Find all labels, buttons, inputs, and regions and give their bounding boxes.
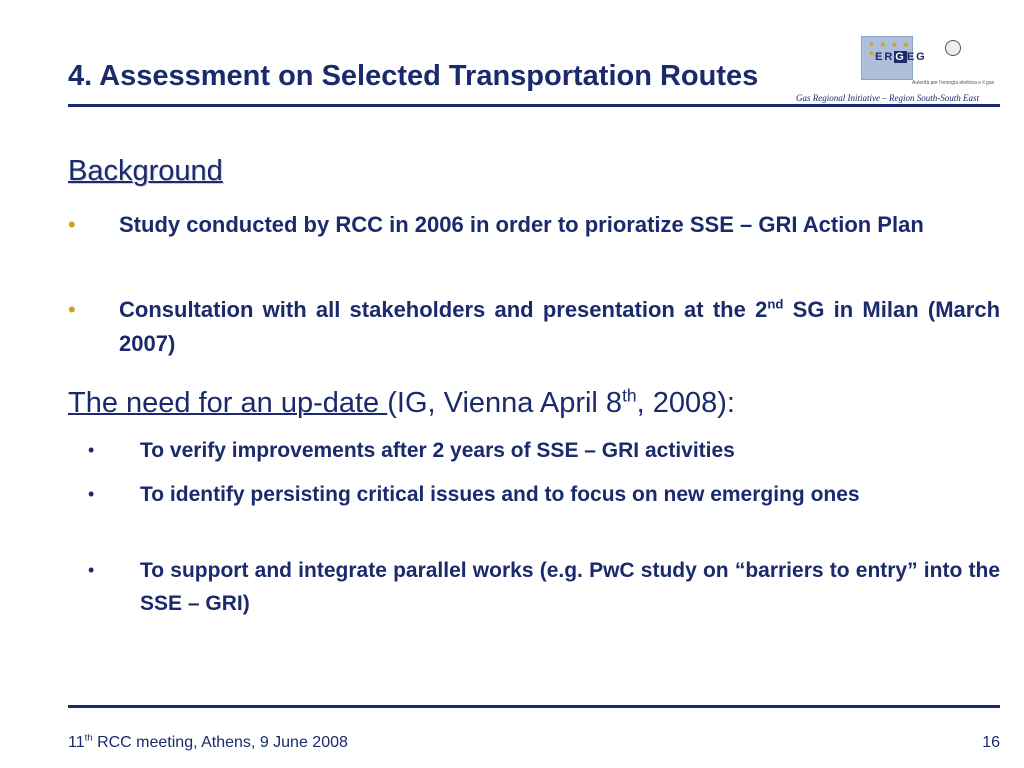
footer-meeting: 11th RCC meeting, Athens, 9 June 2008 (68, 732, 348, 751)
bullet-dot-icon: • (68, 297, 76, 322)
update-heading: The need for an up-date (IG, Vienna April 8th, 2008): (68, 385, 735, 419)
bullet-dot-icon: • (88, 484, 95, 504)
background-heading: Background (68, 155, 223, 187)
ergeg-acronym: ERGEG (875, 51, 927, 63)
italian-emblem-icon (945, 40, 961, 56)
footer-divider (68, 705, 1000, 708)
bullet-dot-icon: • (68, 212, 76, 237)
background-item-1: Study conducted by RCC in 2006 in order to prioratize SSE – GRI Action Plan (119, 212, 924, 237)
bullet-dot-icon: • (88, 440, 95, 460)
initiative-caption: Gas Regional Initiative – Region South-South East (796, 93, 979, 103)
ergeg-logo (796, 36, 1005, 104)
update-item-3: To support and integrate parallel works (e.g. PwC study on “barriers to entry” into the SSE – GRI) (140, 559, 1000, 615)
bullet-dot-icon: • (88, 560, 95, 580)
page-number: 16 (982, 734, 1000, 751)
title-divider (68, 104, 1000, 107)
update-item-1: To verify improvements after 2 years of SSE – GRI activities (140, 439, 735, 462)
update-item-2: To identify persisting critical issues and to focus on new emerging ones (140, 483, 860, 506)
authority-caption: Autorità per l'energia elettrica e il gas (912, 80, 995, 86)
eu-stars-icon: ★ ★ ★ ★ ★ (868, 40, 911, 58)
slide-title: 4. Assessment on Selected Transportation Routes (68, 60, 759, 92)
background-item-2: Consultation with all stakeholders and presentation at the 2nd SG in Milan (March 2007) (119, 296, 1001, 356)
ergeg-logo-box (861, 36, 927, 80)
